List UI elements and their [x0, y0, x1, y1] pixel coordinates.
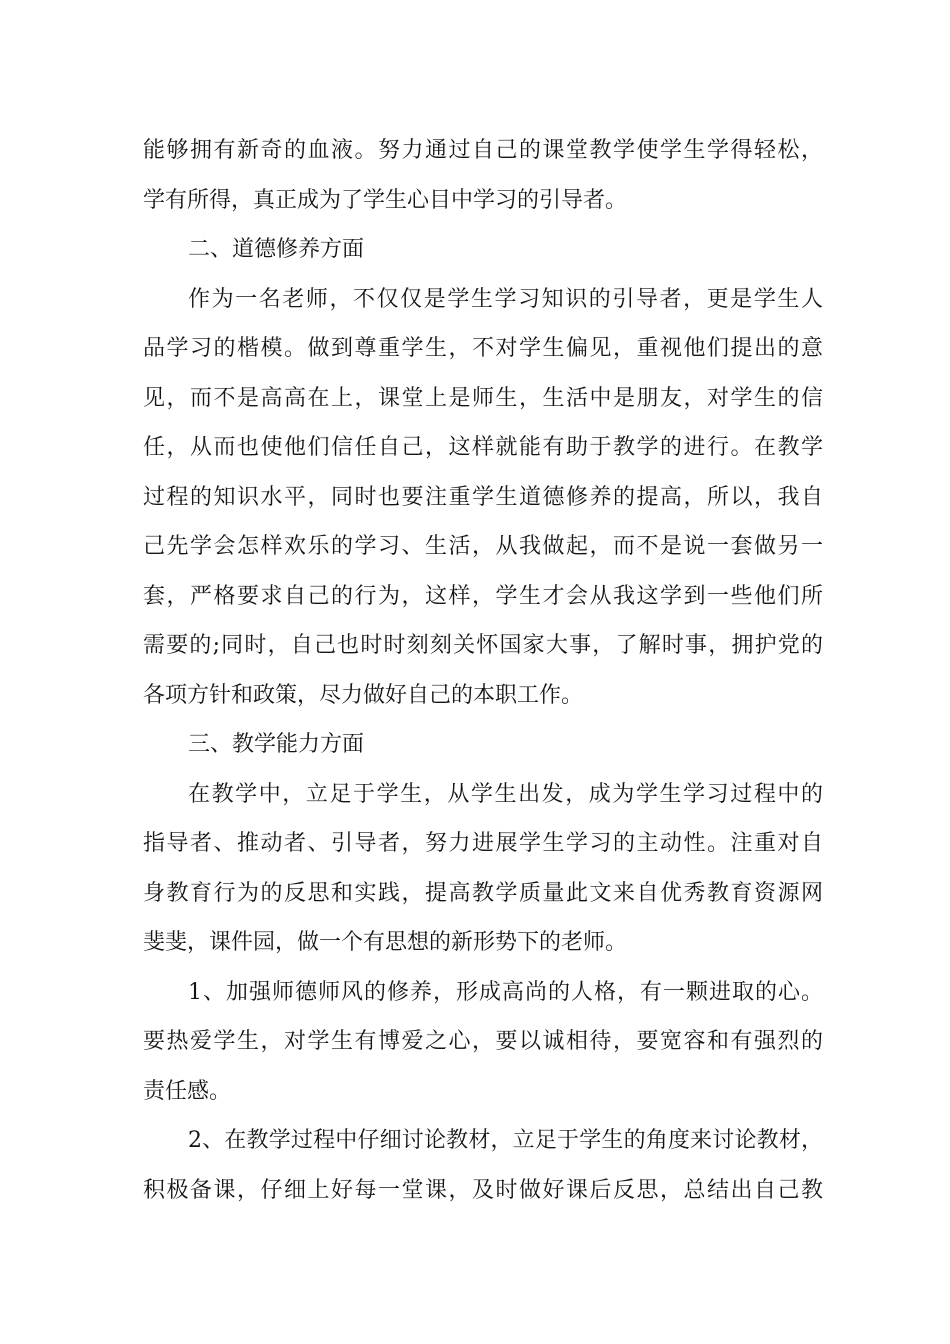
text-line: 1、加强师德师风的修养，形成高尚的人格，有一颗进取的心。 — [188, 979, 823, 1005]
text-line: 斐斐，课件园，做一个有思想的新形势下的老师。 — [143, 930, 628, 955]
text-line: 品学习的楷模。做到尊重学生，不对学生偏见，重视他们提出的意 — [143, 336, 823, 361]
text-line: 作为一名老师，不仅仅是学生学习知识的引导者，更是学生人 — [188, 286, 823, 312]
text-line: 见，而不是高高在上，课堂上是师生，生活中是朋友，对学生的信 — [143, 385, 823, 411]
text-line: 指导者、推动者、引导者，努力进展学生学习的主动性。注重对自 — [143, 831, 823, 856]
text-line: 责任感。 — [143, 1078, 232, 1104]
text-line: 各项方针和政策，尽力做好自己的本职工作。 — [143, 682, 584, 708]
text-line: 2、在教学过程中仔细讨论教材，立足于学生的角度来讨论教材， — [188, 1128, 823, 1153]
text-line: 二、道德修养方面 — [188, 237, 365, 262]
text-line: 己先学会怎样欢乐的学习、生活，从我做起，而不是说一套做另一 — [143, 534, 823, 559]
text-line: 能够拥有新奇的血液。努力通过自己的课堂教学使学生学得轻松， — [143, 138, 823, 163]
text-line: 三、教学能力方面 — [188, 732, 365, 757]
text-line: 积极备课，仔细上好每一堂课，及时做好课后反思，总结出自己教 — [143, 1177, 823, 1203]
text-line: 身教育行为的反思和实践，提高教学质量此文来自优秀教育资源网 — [143, 880, 823, 906]
text-line: 学有所得，真正成为了学生心目中学习的引导者。 — [143, 187, 628, 213]
text-line: 任，从而也使他们信任自己，这样就能有助于教学的进行。在教学 — [143, 435, 823, 460]
text-line: 套，严格要求自己的行为，这样，学生才会从我这学到一些他们所 — [143, 583, 823, 609]
text-line: 过程的知识水平，同时也要注重学生道德修养的提高，所以，我自 — [143, 484, 823, 510]
text-line: 要热爱学生，对学生有博爱之心，要以诚相待，要宽容和有强烈的 — [143, 1029, 823, 1054]
text-line: 在教学中，立足于学生，从学生出发，成为学生学习过程中的 — [188, 781, 823, 807]
text-line: 需要的;同时，自己也时时刻刻关怀国家大事，了解时事，拥护党的 — [143, 633, 823, 658]
